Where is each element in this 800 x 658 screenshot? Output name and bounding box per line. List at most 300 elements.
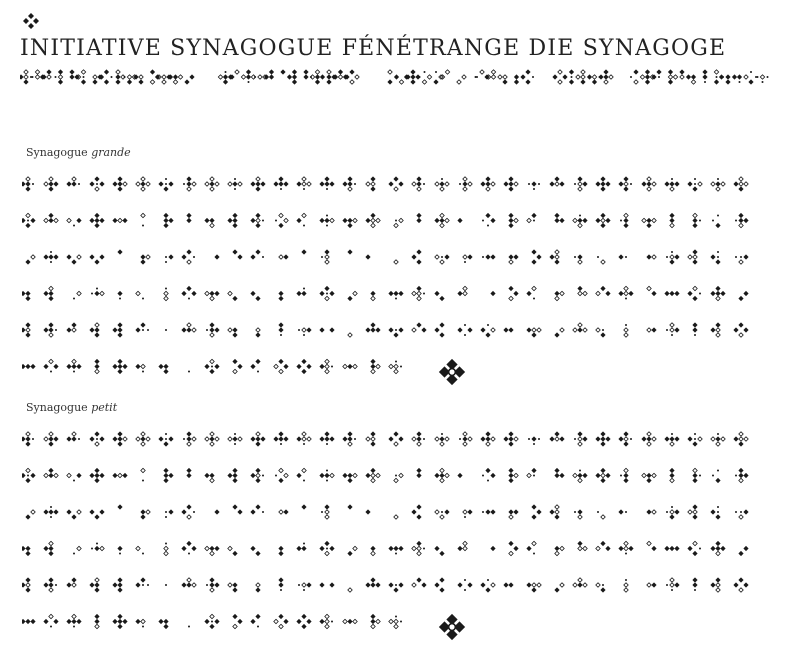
glyph-mark: [733, 432, 748, 447]
glyph-mark: [43, 322, 57, 337]
glyph-mark: [482, 254, 496, 259]
glyph-mark: [702, 69, 707, 83]
glyph-mark: [549, 505, 559, 520]
glyph-mark: [597, 256, 605, 264]
glyph-mark: [642, 218, 656, 228]
glyph-mark: [710, 322, 720, 337]
glyph-mark: [112, 614, 127, 629]
glyph-mark: [435, 509, 450, 519]
glyph-mark: [388, 176, 403, 191]
glyph-mark: [733, 322, 748, 337]
glyph-mark: [163, 213, 173, 228]
glyph-mark: [411, 249, 421, 264]
glyph-mark: [22, 364, 36, 369]
glyph-mark: [188, 371, 190, 373]
glyph-mark: [117, 546, 122, 555]
glyph-mark: [112, 577, 122, 592]
glyph-mark: [666, 578, 680, 591]
glyph-mark: [168, 74, 183, 84]
glyph-mark: [342, 176, 356, 191]
glyph-mark: [43, 251, 58, 263]
glyph-mark: [457, 218, 462, 223]
glyph-mark: [508, 509, 518, 519]
glyph-mark: [250, 291, 260, 301]
glyph-mark: [89, 578, 99, 593]
glyph-mark: [595, 176, 610, 191]
glyph-mark: [573, 578, 587, 588]
glyph-mark: [686, 74, 696, 84]
glyph-mark: [44, 177, 59, 192]
glyph-mark: [710, 286, 725, 301]
glyph-mark: [554, 468, 564, 478]
glyph-mark: [183, 176, 196, 191]
glyph-mark: [692, 213, 701, 228]
glyph-mark: [457, 324, 472, 336]
glyph-mark: [574, 254, 583, 264]
glyph-mark: [596, 541, 611, 551]
glyph-mark: [490, 291, 495, 296]
glyph-mark: [319, 431, 334, 445]
glyph-mark: [710, 506, 720, 520]
glyph-mark: [136, 546, 144, 554]
glyph-mark: [165, 509, 174, 518]
glyph-mark: [278, 546, 283, 556]
glyph-mark: [554, 328, 564, 338]
glyph-mark: [620, 213, 629, 228]
glyph-mark: [158, 619, 168, 629]
glyph-mark: [279, 254, 289, 259]
glyph-mark: [250, 504, 264, 514]
glyph-mark: [647, 286, 657, 296]
glyph-mark: [22, 546, 31, 556]
glyph-mark: [44, 213, 58, 223]
glyph-mark: [344, 69, 359, 84]
glyph-mark: [394, 515, 398, 519]
glyph-mark: [459, 432, 472, 446]
glyph-mark: [434, 546, 444, 556]
glyph-mark: [666, 506, 680, 520]
glyph-mark: [181, 541, 196, 555]
glyph-mark: [687, 286, 701, 301]
glyph-mark: [394, 260, 398, 264]
glyph-mark: [508, 254, 518, 264]
glyph-mark: [577, 286, 587, 296]
glyph-mark: [531, 249, 541, 264]
glyph-mark: [20, 70, 32, 85]
glyph-mark: [319, 286, 334, 301]
glyph-mark: [43, 577, 57, 592]
glyph-mark: [205, 546, 220, 556]
glyph-mark: [738, 291, 748, 301]
glyph-mark: [319, 327, 334, 332]
glyph-mark: [343, 364, 357, 369]
glyph-mark: [232, 359, 242, 374]
glyph-mark: [435, 254, 450, 264]
glyph-mark: [647, 327, 657, 332]
glyph-mark: [618, 431, 632, 446]
glyph-mark: [646, 254, 656, 259]
glyph-mark: [163, 468, 173, 483]
glyph-mark: [44, 468, 58, 478]
glyph-mark: [66, 614, 81, 627]
glyph-mark: [549, 176, 564, 186]
glyph-mark: [434, 213, 449, 227]
glyph-mark: [205, 291, 220, 301]
glyph-mark: [250, 359, 260, 373]
glyph-mark: [250, 249, 264, 259]
glyph-mark: [319, 614, 333, 628]
glyph-mark: [296, 543, 306, 552]
glyph-mark: [370, 291, 375, 301]
glyph-mark: [435, 433, 449, 446]
glyph-mark: [687, 433, 702, 447]
glyph-mark: [527, 213, 537, 223]
section-label-prefix: Synagogue: [26, 401, 92, 414]
glyph-mark: [66, 254, 81, 264]
glyph-mark: [366, 176, 376, 191]
glyph-mark: [733, 177, 748, 192]
glyph-mark: [735, 254, 749, 264]
glyph-mark: [135, 364, 145, 373]
glyph-mark: [228, 546, 238, 556]
glyph-mark: [480, 431, 495, 446]
glyph-mark: [274, 614, 289, 629]
glyph-mark: [574, 509, 583, 519]
subtitle-glyph-line: [20, 68, 780, 86]
glyph-mark: [181, 249, 195, 264]
glyph-mark: [89, 468, 104, 483]
glyph-mark: [526, 327, 541, 337]
glyph-mark: [412, 431, 425, 446]
glyph-mark: [112, 218, 127, 223]
glyph-mark: [735, 213, 749, 228]
glyph-mark: [278, 577, 283, 591]
glyph-mark: [595, 213, 610, 228]
glyph-mark: [598, 69, 613, 84]
glyph-mark: [296, 359, 311, 374]
glyph-mark: [365, 577, 380, 587]
glyph-mark: [735, 509, 749, 519]
glyph-mark: [669, 468, 674, 483]
glyph-mark: [165, 584, 167, 586]
glyph-mark: [554, 291, 564, 301]
glyph-mark: [587, 74, 601, 84]
glyph-mark: [710, 577, 720, 592]
glyph-mark: [389, 361, 402, 374]
glyph-mark: [66, 432, 80, 442]
glyph-mark: [457, 286, 467, 296]
glyph-mark: [549, 431, 564, 441]
glyph-mark: [433, 71, 443, 85]
glyph-mark: [158, 433, 173, 447]
glyph-mark: [204, 473, 214, 483]
glyph-mark: [214, 254, 219, 259]
glyph-mark: [55, 69, 64, 84]
glyph-mark: [732, 74, 742, 83]
glyph-mark: [463, 254, 473, 263]
glyph-mark: [457, 75, 466, 84]
glyph-mark: [112, 473, 127, 478]
glyph-mark: [205, 177, 219, 191]
glyph-mark: [508, 286, 518, 301]
glyph-mark: [43, 359, 58, 372]
glyph-mark: [434, 291, 444, 301]
glyph-mark: [296, 614, 311, 629]
section-label-petit: [26, 401, 117, 414]
glyph-mark: [298, 582, 312, 591]
glyph-mark: [228, 582, 238, 592]
glyph-mark: [141, 213, 145, 226]
glyph-mark: [744, 71, 757, 85]
glyph-mark: [184, 74, 194, 84]
glyph-mark: [394, 473, 403, 482]
glyph-mark: [347, 546, 357, 556]
glyph-mark: [526, 582, 541, 592]
glyph-mark: [412, 577, 427, 587]
glyph-mark: [141, 468, 145, 481]
glyph-mark: [22, 213, 36, 228]
glyph-mark: [388, 291, 403, 300]
glyph-mark: [412, 541, 425, 556]
glyph-mark: [66, 322, 76, 332]
glyph-mark: [554, 583, 564, 593]
glyph-mark: [140, 509, 150, 519]
glyph-mark: [528, 181, 540, 190]
glyph-mark: [319, 176, 334, 190]
glyph-mark: [321, 504, 330, 519]
glyph-mark: [388, 431, 403, 446]
glyph-mark: [150, 69, 160, 84]
glyph-mark: [204, 614, 219, 629]
glyph-mark: [666, 251, 680, 265]
glyph-mark: [319, 215, 334, 227]
glyph-mark: [67, 218, 82, 227]
glyph-mark: [206, 322, 220, 337]
glyph-mark: [416, 213, 421, 223]
glyph-mark: [278, 291, 283, 301]
glyph-mark: [405, 69, 420, 84]
glyph-mark: [388, 546, 403, 555]
glyph-mark: [206, 577, 220, 592]
glyph-mark: [365, 468, 380, 483]
glyph-mark: [573, 215, 588, 228]
glyph-mark: [688, 249, 698, 264]
glyph-mark: [569, 69, 574, 84]
glyph-mark: [319, 470, 334, 482]
glyph-mark: [89, 213, 104, 228]
glyph-mark: [275, 213, 288, 228]
glyph-mark: [181, 504, 195, 519]
glyph-mark: [490, 546, 495, 551]
glyph-mark: [342, 473, 357, 483]
page-title: INITIATIVE SYNAGOGUE FÉNÉTRANGE DIE SYNAGOGE: [20, 36, 727, 61]
glyph-mark: [482, 213, 496, 227]
glyph-mark: [595, 468, 610, 483]
glyph-mark: [664, 178, 679, 191]
glyph-mark: [301, 249, 306, 254]
glyph-mark: [181, 578, 196, 588]
glyph-mark: [250, 213, 264, 228]
glyph-mark: [296, 468, 306, 481]
glyph-mark: [112, 359, 127, 374]
glyph-mark: [214, 509, 219, 514]
glyph-mark: [387, 70, 392, 85]
section-label-prefix: Synagogue: [26, 146, 92, 159]
glyph-mark: [232, 614, 242, 629]
glyph-mark: [117, 249, 122, 254]
glyph-mark: [250, 468, 264, 483]
glyph-mark: [112, 322, 122, 337]
glyph-mark: [757, 75, 769, 83]
glyph-mark: [89, 509, 104, 519]
glyph-mark: [232, 504, 242, 514]
glyph-mark: [482, 468, 496, 482]
glyph-mark: [573, 323, 587, 333]
glyph-mark: [94, 614, 99, 629]
glyph-mark: [205, 432, 219, 446]
glyph-mark: [133, 74, 143, 84]
glyph-mark: [112, 431, 127, 446]
glyph-mark: [722, 74, 731, 84]
glyph-mark: [69, 69, 79, 79]
glyph-mark: [416, 468, 421, 478]
glyph-mark: [278, 322, 283, 336]
glyph-mark: [296, 177, 311, 190]
glyph-mark: [365, 254, 370, 259]
glyph-mark: [321, 249, 330, 264]
glyph-mark: [348, 333, 352, 337]
quatrefoil-ornament-icon: [439, 359, 465, 385]
glyph-mark: [498, 75, 508, 85]
glyph-mark: [296, 288, 306, 297]
glyph-mark: [668, 69, 678, 84]
glyph-mark: [574, 431, 588, 446]
glyph-mark: [480, 579, 495, 593]
glyph-mark: [480, 324, 495, 338]
glyph-mark: [503, 176, 518, 191]
glyph-mark: [370, 614, 380, 629]
glyph-mark: [508, 468, 518, 483]
glyph-mark: [91, 288, 104, 297]
glyph-mark: [228, 433, 242, 445]
glyph-mark: [43, 286, 53, 301]
glyph-mark: [735, 468, 749, 483]
glyph-mark: [43, 541, 53, 556]
glyph-mark: [531, 504, 541, 519]
glyph-mark: [365, 322, 380, 332]
glyph-mark: [342, 431, 356, 446]
glyph-mark: [434, 468, 449, 482]
glyph-mark: [181, 323, 196, 333]
glyph-mark: [527, 468, 537, 478]
glyph-mark: [554, 546, 564, 556]
glyph-mark: [41, 69, 51, 79]
glyph-mark: [117, 291, 122, 300]
diamond-dot-glyph-icon: [22, 12, 40, 30]
glyph-mark: [419, 71, 432, 84]
glyph-mark: [394, 218, 403, 227]
glyph-mark: [91, 543, 104, 552]
glyph-mark: [596, 286, 611, 296]
glyph-mark: [273, 431, 288, 445]
glyph-mark: [710, 541, 725, 556]
glyph-mark: [44, 432, 59, 447]
glyph-mark: [712, 215, 721, 229]
glyph-mark: [651, 69, 661, 79]
glyph-mark: [687, 541, 701, 556]
glyph-mark: [503, 582, 513, 587]
glyph-mark: [22, 322, 31, 337]
glyph-mark: [250, 546, 260, 556]
glyph-mark: [679, 69, 684, 79]
glyph-mark: [664, 546, 679, 551]
glyph-mark: [135, 619, 145, 628]
glyph-mark: [642, 473, 656, 483]
glyph-mark: [279, 509, 289, 514]
glyph-mark: [457, 473, 462, 478]
glyph-mark: [67, 473, 82, 482]
glyph-mark: [503, 327, 513, 332]
glyph-mark: [135, 577, 149, 587]
glyph-mark: [440, 70, 449, 79]
glyph-mark: [526, 286, 536, 299]
glyph-mark: [388, 582, 403, 592]
section-label-style: grande: [91, 146, 131, 159]
glyph-mark: [25, 255, 35, 265]
glyph-mark: [738, 546, 748, 556]
glyph-mark: [573, 470, 588, 483]
glyph-mark: [250, 432, 265, 447]
glyph-mark: [620, 468, 629, 483]
glyph-mark: [274, 359, 289, 374]
glyph-mark: [66, 509, 81, 519]
glyph-mark: [255, 328, 260, 338]
glyph-mark: [301, 504, 306, 509]
glyph-mark: [508, 213, 518, 228]
glyph-mark: [528, 436, 540, 445]
glyph-mark: [43, 614, 58, 627]
glyph-mark: [554, 213, 564, 223]
glyph-mark: [595, 431, 610, 446]
glyph-mark: [692, 577, 697, 591]
glyph-mark: [181, 286, 196, 300]
glyph-mark: [296, 213, 306, 226]
glyph-mark: [347, 291, 357, 301]
glyph-mark: [135, 322, 149, 332]
glyph-mark: [228, 327, 238, 337]
glyph-mark: [596, 583, 606, 593]
glyph-mark: [89, 431, 104, 446]
glyph-mark: [641, 432, 656, 446]
glyph-mark: [365, 213, 380, 228]
glyph-mark: [618, 509, 627, 514]
glyph-mark: [733, 577, 748, 592]
glyph-mark: [388, 327, 403, 337]
glyph-mark: [618, 176, 632, 191]
glyph-mark: [597, 511, 605, 519]
glyph-mark: [389, 616, 402, 629]
glyph-mark: [711, 433, 725, 446]
glyph-mark: [370, 546, 375, 556]
glyph-mark: [669, 213, 674, 228]
glyph-mark: [347, 504, 352, 509]
glyph-mark: [503, 431, 518, 446]
glyph-specimen-petit: [22, 425, 778, 647]
glyph-mark: [646, 509, 656, 514]
glyph-mark: [136, 432, 150, 446]
glyph-mark: [22, 468, 36, 483]
glyph-mark: [692, 322, 697, 336]
